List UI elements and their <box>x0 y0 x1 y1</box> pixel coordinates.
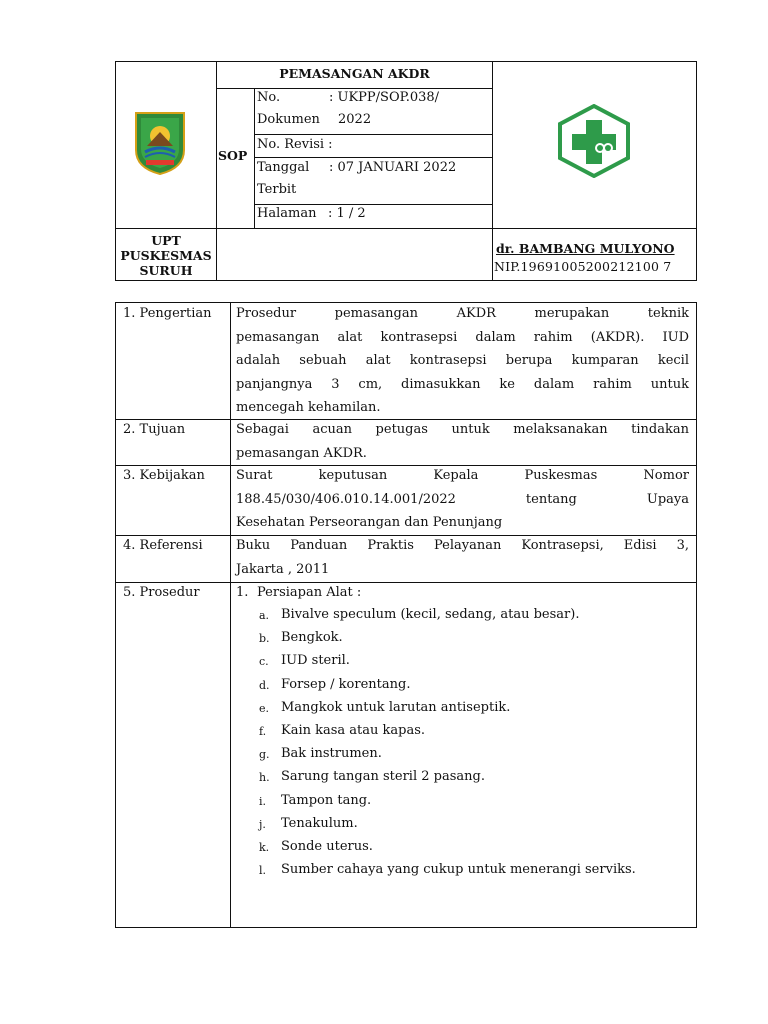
section-body-tujuan <box>236 418 689 465</box>
list-item: Kain kasa atau kapas. <box>281 723 426 738</box>
dokumen-value: 2022 <box>338 112 372 127</box>
signer-nip: NIP.19691005200212100 7 <box>494 259 672 274</box>
list-item: Tenakulum. <box>281 816 358 831</box>
sop-label: SOP <box>218 148 248 163</box>
step-number: 1. <box>236 585 249 600</box>
list-item-marker: g. <box>259 748 270 761</box>
dokumen-label: Dokumen <box>257 112 320 127</box>
list-item: Forsep / korentang. <box>281 677 411 692</box>
section-body-referensi <box>236 534 689 581</box>
text-line: mencegah kehamilan. <box>236 400 381 415</box>
revision-label: No. Revisi : <box>257 137 333 152</box>
list-item-marker: d. <box>259 679 270 692</box>
list-item: Bivalve speculum (kecil, sedang, atau besar). <box>281 607 580 622</box>
text-line: adalah sebuah alat kontrasepsi berupa kumparan kecil <box>236 353 689 368</box>
tanggal-value: : 07 JANUARI 2022 <box>329 160 457 175</box>
section-label-prosedur: 5. Prosedur <box>123 585 200 600</box>
text-line: Jakarta , 2011 <box>236 561 330 577</box>
text-line: Surat keputusan Kepala Puskesmas Nomor <box>236 468 689 483</box>
section-label-tujuan: 2. Tujuan <box>123 422 186 437</box>
section-label-kebijakan: 3. Kebijakan <box>123 468 205 483</box>
text-line: 188.45/030/406.010.14.001/2022 tentang Upaya <box>236 491 689 507</box>
list-item-marker: k. <box>259 841 270 854</box>
list-item-marker: j. <box>259 818 266 831</box>
no-label: No. <box>257 90 281 105</box>
list-item-marker: f. <box>259 725 267 738</box>
list-item: Bengkok. <box>281 630 343 645</box>
signer-name: dr. BAMBANG MULYONO <box>496 241 675 256</box>
text-line: Prosedur pemasangan AKDR merupakan teknik <box>236 306 689 321</box>
list-item: Sumber cahaya yang cukup untuk menerangi serviks. <box>281 862 636 877</box>
list-item-marker: h. <box>259 771 270 784</box>
list-item: Bak instrumen. <box>281 746 382 761</box>
list-item-marker: c. <box>259 655 269 668</box>
no-value: : UKPP/SOP.038/ <box>329 90 440 105</box>
document-title: PEMASANGAN AKDR <box>279 66 430 81</box>
list-item-marker: l. <box>259 864 267 877</box>
list-item: Sonde uterus. <box>281 839 373 854</box>
list-item: Mangkok untuk larutan antiseptik. <box>281 700 511 715</box>
text-line: Kesehatan Perseorangan dan Penunjang <box>236 515 503 530</box>
list-item-marker: i. <box>259 795 267 808</box>
list-item-marker: b. <box>259 632 270 645</box>
halaman-value: : 1 / 2 <box>328 206 366 221</box>
terbit-label: Terbit <box>257 182 297 197</box>
list-item: Sarung tangan steril 2 pasang. <box>281 769 485 784</box>
text-line: panjangnya 3 cm, dimasukkan ke dalam rahim untuk <box>236 376 689 392</box>
section-label-referensi: 4. Referensi <box>123 538 203 553</box>
text-line: Sebagai acuan petugas untuk melaksanakan tindakan <box>236 422 689 437</box>
unit-name-line3: SURUH <box>139 263 193 278</box>
text-line: Buku Panduan Praktis Pelayanan Kontrasepsi, Edisi 3, <box>236 538 689 553</box>
list-item-marker: a. <box>259 609 270 622</box>
tanggal-label: Tanggal <box>257 160 310 175</box>
section-body-pengertian <box>236 302 689 420</box>
regional-seal-icon <box>133 110 187 176</box>
puskesmas-cross-icon <box>556 104 632 178</box>
halaman-label: Halaman <box>257 206 317 221</box>
step-title: Persiapan Alat : <box>257 585 362 600</box>
unit-name-line2: PUSKESMAS <box>120 248 212 263</box>
list-item: IUD steril. <box>281 653 350 668</box>
text-line: pemasangan AKDR. <box>236 445 367 461</box>
section-label-pengertian: 1. Pengertian <box>123 306 212 321</box>
unit-name-line1: UPT <box>151 233 181 248</box>
list-item: Tampon tang. <box>281 793 372 808</box>
section-body-kebijakan <box>236 464 689 535</box>
list-item-marker: e. <box>259 702 270 715</box>
text-line: pemasangan alat kontrasepsi dalam rahim (AKDR). IUD <box>236 329 689 345</box>
